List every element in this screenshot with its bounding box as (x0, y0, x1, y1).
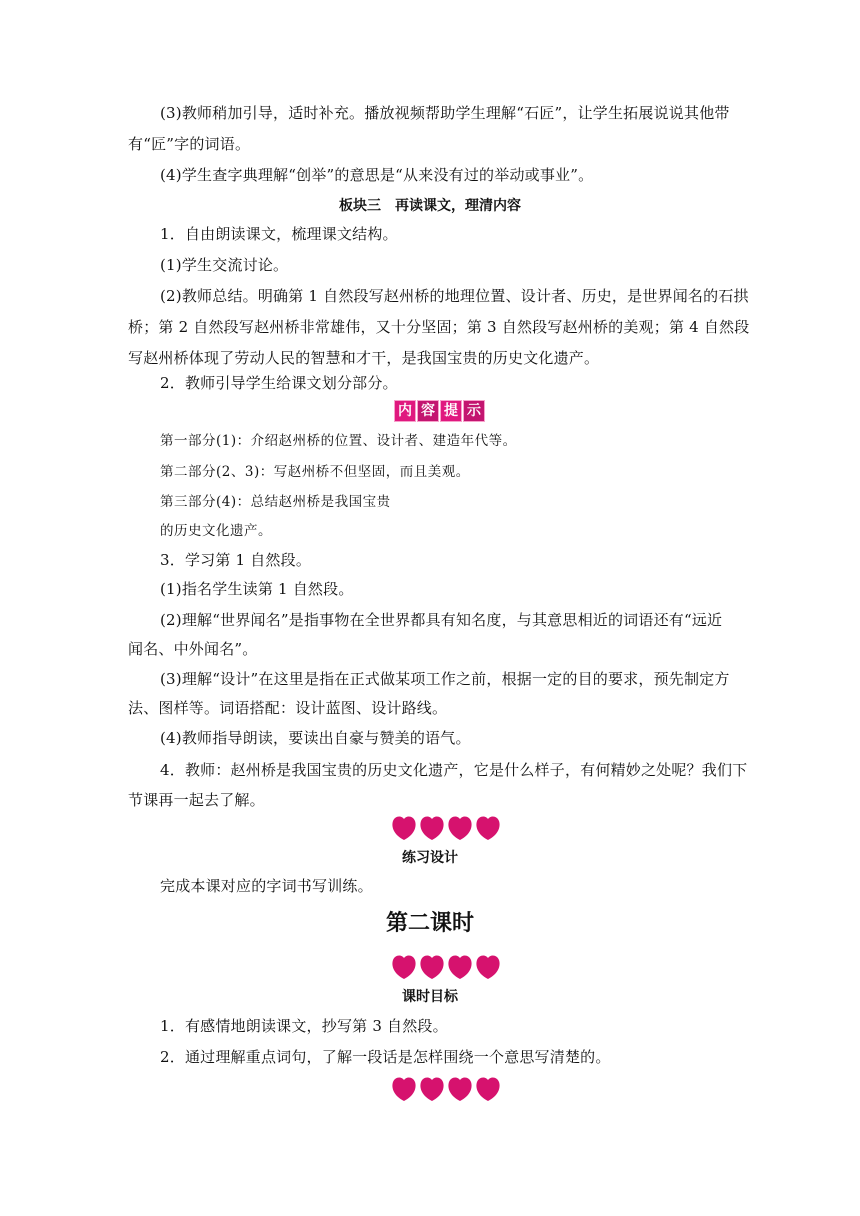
paragraph-line: 完成本课对应的字词书写训练。 (160, 877, 373, 895)
section-heading: 板块三 再读课文，理清内容 (339, 198, 521, 214)
paragraph-line: 桥；第 2 自然段写赵州桥非常雄伟，又十分坚固；第 3 自然段写赵州桥的美观；第 4 自然段 (128, 318, 750, 336)
tip-line: 第二部分(2、3)：写赵州桥不但坚固，而且美观。 (160, 464, 470, 480)
petal-icon (475, 815, 501, 841)
paragraph-line: (2)教师总结。明确第 1 自然段写赵州桥的地理位置、设计者、历史，是世界闻名的石拱 (160, 287, 749, 305)
paragraph-line: 法、图样等。词语搭配：设计蓝图、设计路线。 (128, 699, 448, 717)
tip-char: 示 (463, 400, 485, 422)
petal-icon (475, 954, 501, 980)
goals-heading: 课时目标 (402, 989, 458, 1005)
petal-icon (419, 1076, 445, 1102)
goal-line: 2．通过理解重点词句，了解一段话是怎样围绕一个意思写清楚的。 (160, 1048, 611, 1066)
lesson-title: 第二课时 (385, 911, 474, 936)
tip-char: 内 (394, 400, 416, 422)
paragraph-line: 写赵州桥体现了劳动人民的智慧和才干，是我国宝贵的历史文化遗产。 (128, 349, 600, 367)
pink-petal-divider-icon (391, 1076, 501, 1102)
step-heading: 2．教师引导学生给课文划分部分。 (160, 374, 398, 392)
petal-icon (419, 815, 445, 841)
tip-line: 第一部分(1)：介绍赵州桥的位置、设计者、建造年代等。 (160, 433, 517, 449)
paragraph-line: 有“匠”字的词语。 (128, 135, 251, 153)
practice-heading: 练习设计 (402, 850, 458, 866)
petal-icon (391, 954, 417, 980)
paragraph-line: (2)理解“世界闻名”是指事物在全世界都具有知名度，与其意思相近的词语还有“远近 (160, 611, 723, 629)
step-heading: 3．学习第 1 自然段。 (160, 551, 312, 569)
paragraph-line: 节课再一起去了解。 (128, 791, 265, 809)
step-heading: 4．教师：赵州桥是我国宝贵的历史文化遗产，它是什么样子，有何精妙之处呢？我们下 (160, 761, 748, 779)
paragraph-line: (1)指名学生读第 1 自然段。 (160, 580, 354, 598)
paragraph-line: 闻名、中外闻名”。 (128, 640, 258, 658)
petal-icon (447, 1076, 473, 1102)
paragraph-line: (3)理解“设计”在这里是指在正式做某项工作之前，根据一定的目的要求，预先制定方 (160, 670, 730, 688)
paragraph-line: (1)学生交流讨论。 (160, 256, 289, 274)
content-tip-badge (394, 400, 485, 422)
petal-icon (447, 954, 473, 980)
petal-icon (447, 815, 473, 841)
petal-icon (475, 1076, 501, 1102)
paragraph-line: (4)教师指导朗读，要读出自豪与赞美的语气。 (160, 729, 471, 747)
tip-line: 第三部分(4)：总结赵州桥是我国宝贵 (160, 494, 391, 510)
step-heading: 1．自由朗读课文，梳理课文结构。 (160, 225, 398, 243)
tip-line: 的历史文化遗产。 (160, 523, 272, 539)
paragraph-line: (3)教师稍加引导，适时补充。播放视频帮助学生理解“石匠”，让学生拓展说说其他带 (160, 104, 730, 122)
petal-icon (391, 815, 417, 841)
goal-line: 1．有感情地朗读课文，抄写第 3 自然段。 (160, 1017, 448, 1035)
pink-petal-divider-icon (391, 954, 501, 980)
paragraph-line: (4)学生查字典理解“创举”的意思是“从来没有过的举动或事业”。 (160, 166, 594, 184)
petal-icon (391, 1076, 417, 1102)
petal-icon (419, 954, 445, 980)
tip-char: 提 (440, 400, 462, 422)
pink-petal-divider-icon (391, 815, 501, 841)
tip-char: 容 (417, 400, 439, 422)
